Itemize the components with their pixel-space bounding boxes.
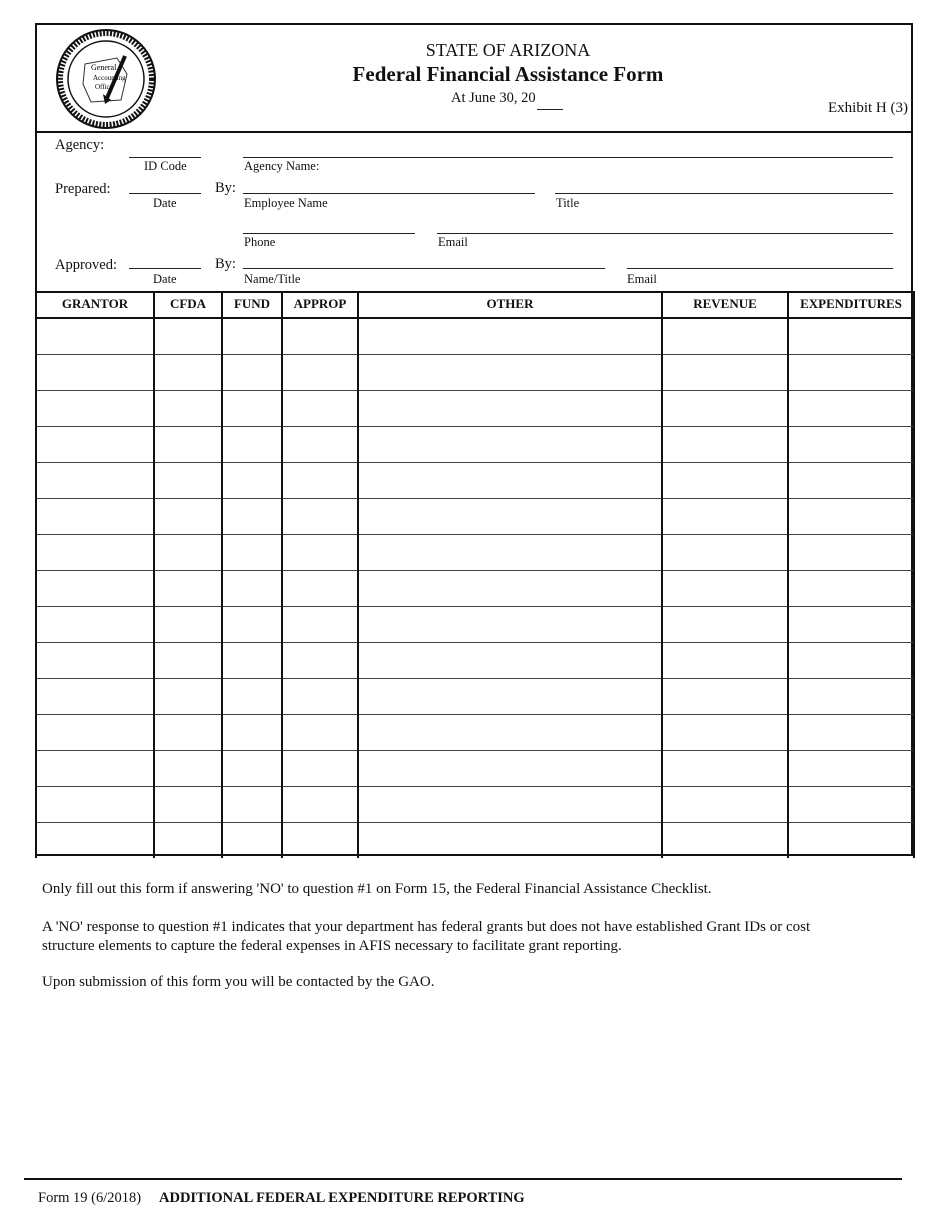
agency-name-field[interactable] [243,157,893,158]
table-cell-expenditures[interactable] [788,355,914,391]
form-title: Federal Financial Assistance Form [352,62,664,86]
table-cell-expenditures[interactable] [788,318,914,355]
table-cell-other[interactable] [358,643,662,679]
assistance-table [35,291,915,858]
table-cell-grantor[interactable] [36,318,154,355]
table-cell-fund[interactable] [222,571,282,607]
table-cell-cfda[interactable] [154,535,222,571]
col-cfda: CFDA [154,291,222,318]
table-cell-other[interactable] [358,571,662,607]
table-cell-expenditures[interactable] [788,391,914,427]
table-cell-fund[interactable] [222,643,282,679]
table-cell-approp[interactable] [282,463,358,499]
table-cell-cfda[interactable] [154,787,222,823]
table-row [36,535,914,571]
title-field[interactable] [555,193,893,194]
table-cell-cfda[interactable] [154,499,222,535]
table-cell-cfda[interactable] [154,571,222,607]
prepared-label: Prepared: [55,181,111,197]
col-expenditures: EXPENDITURES [788,291,914,318]
table-cell-fund[interactable] [222,787,282,823]
col-revenue: REVENUE [662,291,788,318]
table-cell-expenditures[interactable] [788,643,914,679]
table-cell-approp[interactable] [282,823,358,859]
prepared-date-field[interactable] [129,193,201,194]
table-cell-fund[interactable] [222,318,282,355]
table-cell-cfda[interactable] [154,391,222,427]
table-cell-cfda[interactable] [154,715,222,751]
table-row [36,391,914,427]
table-cell-fund[interactable] [222,463,282,499]
table-cell-other[interactable] [358,607,662,643]
table-cell-other[interactable] [358,823,662,859]
table-cell-other[interactable] [358,535,662,571]
table-cell-other[interactable] [358,318,662,355]
approved-by-label: By: [215,256,236,272]
table-cell-other[interactable] [358,355,662,391]
table-row [36,463,914,499]
table-cell-fund[interactable] [222,535,282,571]
table-cell-expenditures[interactable] [788,787,914,823]
table-cell-fund[interactable] [222,427,282,463]
name-title-field[interactable] [243,268,605,269]
table-row [36,571,914,607]
table-cell-approp[interactable] [282,787,358,823]
table-cell-cfda[interactable] [154,463,222,499]
table-row [36,427,914,463]
table-cell-expenditures[interactable] [788,427,914,463]
table-row [36,679,914,715]
date-line-text: At June 30, 20 [451,90,536,106]
table-cell-cfda[interactable] [154,823,222,859]
table-cell-other[interactable] [358,499,662,535]
table-cell-revenue[interactable] [662,391,788,427]
id-code-field[interactable] [129,157,201,158]
seal-word-general: General [91,63,117,72]
table-cell-other[interactable] [358,751,662,787]
table-row [36,643,914,679]
footer-caption: ADDITIONAL FEDERAL EXPENDITURE REPORTING [159,1190,525,1206]
year-field-line[interactable] [537,109,563,110]
table-cell-fund[interactable] [222,715,282,751]
table-cell-expenditures[interactable] [788,751,914,787]
table-cell-revenue[interactable] [662,318,788,355]
table-cell-grantor[interactable] [36,499,154,535]
table-row [36,787,914,823]
table-cell-cfda[interactable] [154,318,222,355]
table-cell-approp[interactable] [282,535,358,571]
table-cell-approp[interactable] [282,751,358,787]
table-cell-fund[interactable] [222,391,282,427]
table-cell-other[interactable] [358,427,662,463]
table-row [36,751,914,787]
table-cell-grantor[interactable] [36,463,154,499]
table-cell-approp[interactable] [282,391,358,427]
footer-form-id: Form 19 (6/2018) [38,1190,142,1206]
table-cell-revenue[interactable] [662,535,788,571]
prepared-by-label: By: [215,180,236,196]
seal-word-accounting: Accounting [93,74,126,82]
table-cell-revenue[interactable] [662,715,788,751]
table-cell-revenue[interactable] [662,679,788,715]
table-cell-expenditures[interactable] [788,715,914,751]
table-cell-expenditures[interactable] [788,463,914,499]
note-contact: Upon submission of this form you will be contacted by the GAO. [42,974,435,990]
table-cell-cfda[interactable] [154,751,222,787]
table-cell-cfda[interactable] [154,355,222,391]
table-cell-expenditures[interactable] [788,535,914,571]
table-cell-revenue[interactable] [662,643,788,679]
table-cell-fund[interactable] [222,751,282,787]
table-cell-other[interactable] [358,391,662,427]
table-cell-grantor[interactable] [36,607,154,643]
approver-email-caption: Email [627,272,657,286]
table-cell-grantor[interactable] [36,679,154,715]
table-cell-expenditures[interactable] [788,823,914,859]
table-cell-revenue[interactable] [662,607,788,643]
table-cell-approp[interactable] [282,643,358,679]
table-cell-expenditures[interactable] [788,607,914,643]
table-cell-grantor[interactable] [36,571,154,607]
table-cell-revenue[interactable] [662,427,788,463]
note-explanation: A 'NO' response to question #1 indicates that your department has federal grants but does not have established Grant IDs or cost structure elements to capture the federal expenses in AFIS necessary to facilitate grant reporting. [42,919,811,954]
table-cell-other[interactable] [358,787,662,823]
approved-date-field[interactable] [129,268,201,269]
table-row [36,499,914,535]
approved-date-caption: Date [153,272,177,286]
phone-caption: Phone [244,235,276,249]
prepared-date-caption: Date [153,196,177,210]
table-row [36,318,914,355]
table-row [36,823,914,859]
table-cell-revenue[interactable] [662,751,788,787]
table-cell-fund[interactable] [222,607,282,643]
table-cell-grantor[interactable] [36,751,154,787]
table-cell-revenue[interactable] [662,571,788,607]
table-cell-grantor[interactable] [36,643,154,679]
table-cell-fund[interactable] [222,823,282,859]
header-divider [35,131,913,133]
table-cell-other[interactable] [358,679,662,715]
table-cell-approp[interactable] [282,571,358,607]
table-cell-expenditures[interactable] [788,499,914,535]
table-cell-revenue[interactable] [662,787,788,823]
approver-email-field[interactable] [627,268,893,269]
table-cell-approp[interactable] [282,715,358,751]
table-body [36,318,914,858]
table-cell-approp[interactable] [282,355,358,391]
note-instruction: Only fill out this form if answering 'NO' to question #1 on Form 15, the Federal Financial Assistance Checklist. [42,881,712,897]
table-cell-fund[interactable] [222,679,282,715]
table-cell-grantor[interactable] [36,823,154,859]
table-row [36,607,914,643]
table-cell-other[interactable] [358,715,662,751]
table-cell-revenue[interactable] [662,463,788,499]
table-cell-approp[interactable] [282,318,358,355]
col-fund: FUND [222,291,282,318]
title-caption: Title [556,196,580,210]
table-cell-fund[interactable] [222,499,282,535]
exhibit-label: Exhibit H (3) [828,100,908,116]
table-cell-cfda[interactable] [154,427,222,463]
table-cell-grantor[interactable] [36,391,154,427]
table-cell-cfda[interactable] [154,679,222,715]
employee-name-caption: Employee Name [244,196,328,210]
state-heading: STATE OF ARIZONA [425,40,591,60]
employee-name-field[interactable] [243,193,535,194]
table-cell-fund[interactable] [222,355,282,391]
table-cell-expenditures[interactable] [788,679,914,715]
col-grantor: GRANTOR [36,291,154,318]
table-cell-revenue[interactable] [662,499,788,535]
table-cell-approp[interactable] [282,679,358,715]
table-cell-other[interactable] [358,463,662,499]
table-cell-approp[interactable] [282,499,358,535]
table-cell-grantor[interactable] [36,787,154,823]
agency-label: Agency: [55,137,105,153]
seal-word-office: Office [95,83,113,91]
table-cell-grantor[interactable] [36,355,154,391]
id-code-caption: ID Code [144,159,187,173]
table-cell-cfda[interactable] [154,607,222,643]
table-cell-expenditures[interactable] [788,571,914,607]
table-cell-revenue[interactable] [662,823,788,859]
footer-rule [24,1178,902,1180]
email-field[interactable] [437,233,893,234]
table-cell-grantor[interactable] [36,535,154,571]
table-cell-grantor[interactable] [36,427,154,463]
col-approp: APPROP [282,291,358,318]
col-other: OTHER [358,291,662,318]
table-header-row [36,291,914,318]
name-title-caption: Name/Title [244,272,301,286]
table-cell-grantor[interactable] [36,715,154,751]
approved-label: Approved: [55,257,118,273]
table-cell-cfda[interactable] [154,643,222,679]
phone-field[interactable] [243,233,415,234]
table-cell-revenue[interactable] [662,355,788,391]
table-row [36,715,914,751]
table-cell-approp[interactable] [282,607,358,643]
email-caption: Email [438,235,468,249]
table-row [36,355,914,391]
table-cell-approp[interactable] [282,427,358,463]
agency-name-caption: Agency Name: [244,159,320,173]
